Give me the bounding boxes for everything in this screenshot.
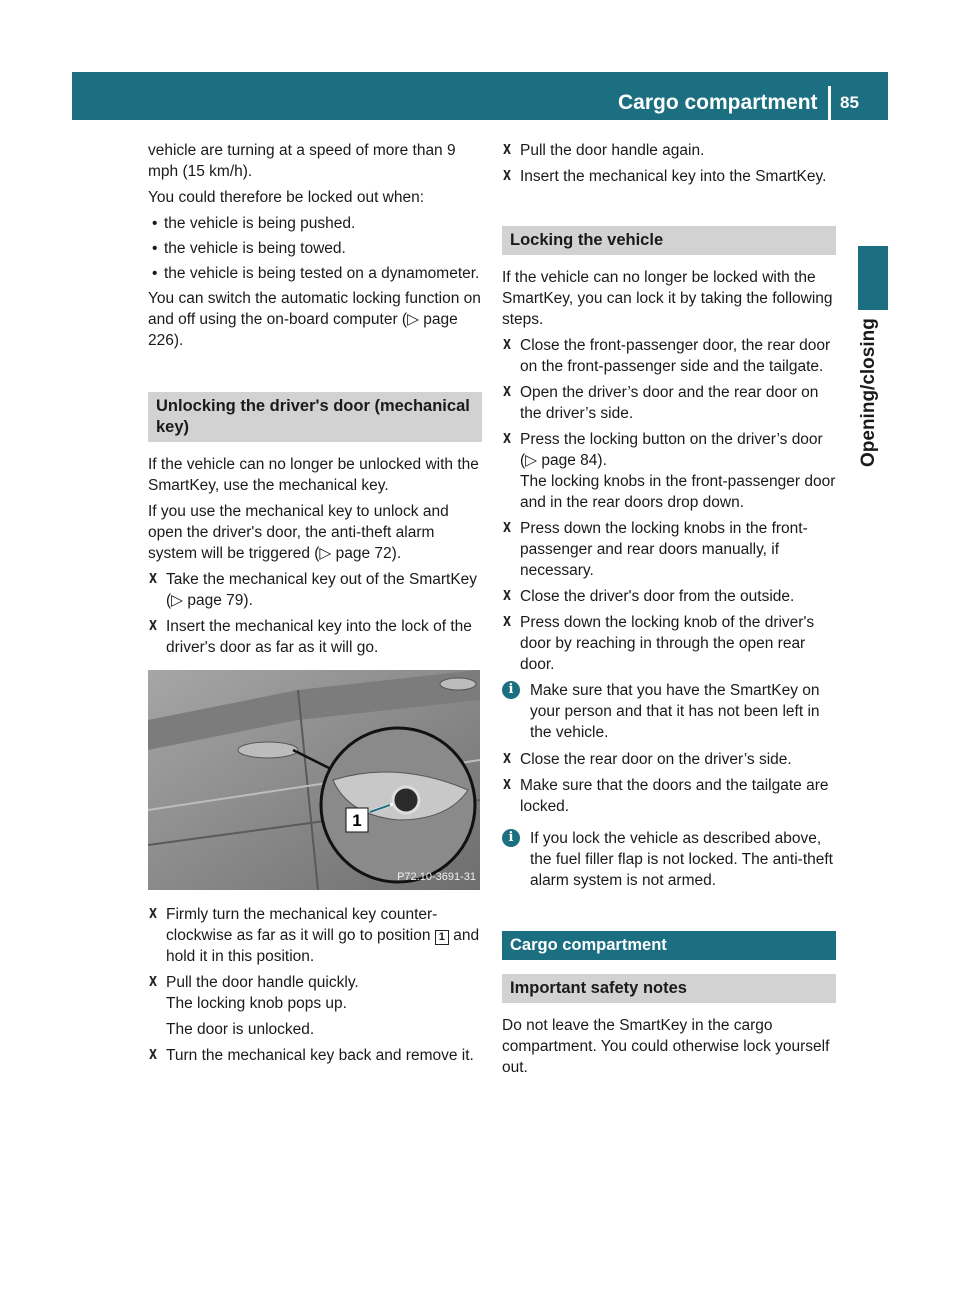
step-pull-result-2: The door is unlocked.	[166, 1021, 315, 1038]
step-pull-result: The locking knob pops up.	[166, 995, 347, 1012]
step-press-result: The locking knobs in the front-passenger door and in the rear doors drop down.	[520, 473, 836, 511]
step-press-text: Press the locking button on the driver’s door (▷ page 84).	[520, 431, 823, 469]
step-item-pull	[148, 972, 482, 1040]
unlock-paragraph-1: If the vehicle can no longer be unlocked with the SmartKey, use the mechanical key.	[148, 456, 479, 494]
section-heading-safety: Important safety notes	[502, 974, 836, 1003]
door-handle-figure	[148, 670, 480, 890]
right-column	[502, 140, 836, 1083]
step-item: X Turn the mechanical key back and remove it.	[148, 1045, 482, 1066]
step-item: X Pull the door handle again.	[502, 140, 836, 161]
step-item: X Open the driver’s door and the rear door on the driver’s side.	[502, 382, 836, 424]
info-note	[502, 828, 836, 891]
step-item: X Insert the mechanical key into the lock of the driver's door as far as it will go.	[148, 616, 482, 658]
step-item: X Insert the mechanical key into the SmartKey.	[502, 166, 836, 187]
door-illustration	[148, 670, 480, 890]
unlock-paragraph-2: If you use the mechanical key to unlock and open the driver's door, the anti-theft alarm system will be triggered (▷ page 72).	[148, 503, 449, 562]
chapter-tab-label: Opening/closing	[858, 318, 879, 467]
chapter-tab-marker	[858, 246, 888, 310]
intro-text: vehicle are turning at a speed of more than 9 mph (15 km/h).	[148, 142, 456, 180]
figure-code: P72.10-3691-31	[397, 871, 476, 883]
safety-paragraph: Do not leave the SmartKey in the cargo compartment. You could otherwise lock yourself out.	[502, 1017, 830, 1076]
chapter-heading-cargo: Cargo compartment	[502, 931, 836, 960]
step-item: X Press down the locking knob of the driver's door by reaching in through the open rear door.	[502, 612, 836, 675]
step-turn-text-2: and hold it in this position.	[166, 927, 480, 965]
page-header	[72, 72, 888, 120]
header-divider	[828, 86, 831, 120]
step-item: X Take the mechanical key out of the SmartKey (▷ page 79).	[148, 569, 482, 611]
step-turn-text: Firmly turn the mechanical key counter-clockwise as far as it will go to position	[166, 906, 438, 944]
step-item: X Close the front-passenger door, the rear door on the front-passenger side and the tailgate.	[502, 335, 836, 377]
info-note-text: Make sure that you have the SmartKey on your person and that it has not been left in the vehicle.	[530, 682, 820, 741]
info-note	[502, 680, 836, 743]
lockout-text: You could therefore be locked out when:	[148, 189, 425, 206]
header-title: Cargo compartment	[618, 91, 818, 114]
page-number: 85	[840, 93, 859, 112]
list-item: • the vehicle is being pushed.	[148, 213, 482, 234]
figure-callout: 1	[352, 811, 362, 830]
step-item-turn	[148, 904, 482, 967]
section-heading-unlocking: Unlocking the driver's door (mechanical key)	[148, 392, 482, 442]
info-icon: i	[502, 681, 520, 699]
info-note-text: If you lock the vehicle as described above, the fuel filler flap is not locked. The anti-theft alarm system is not armed.	[530, 830, 833, 889]
step-item: X Close the driver's door from the outside.	[502, 586, 836, 607]
step-item: X Make sure that the doors and the tailgate are locked.	[502, 775, 836, 817]
locking-paragraph: If the vehicle can no longer be locked with the SmartKey, you can lock it by taking the following steps.	[502, 269, 833, 328]
list-item: • the vehicle is being tested on a dynamometer.	[148, 263, 482, 284]
step-item-press	[502, 429, 836, 513]
list-item: • the vehicle is being towed.	[148, 238, 482, 259]
switch-text: You can switch the automatic locking function on and off using the on-board computer (▷ page 226).	[148, 290, 481, 349]
step-pull-text: Pull the door handle quickly.	[166, 974, 359, 991]
step-item: X Close the rear door on the driver’s side.	[502, 749, 836, 770]
step-item: X Press down the locking knobs in the front-passenger and rear doors manually, if necessary.	[502, 518, 836, 581]
position-marker: 1	[435, 930, 449, 945]
left-column	[148, 140, 482, 1071]
info-icon: i	[502, 829, 520, 847]
section-heading-locking: Locking the vehicle	[502, 226, 836, 255]
